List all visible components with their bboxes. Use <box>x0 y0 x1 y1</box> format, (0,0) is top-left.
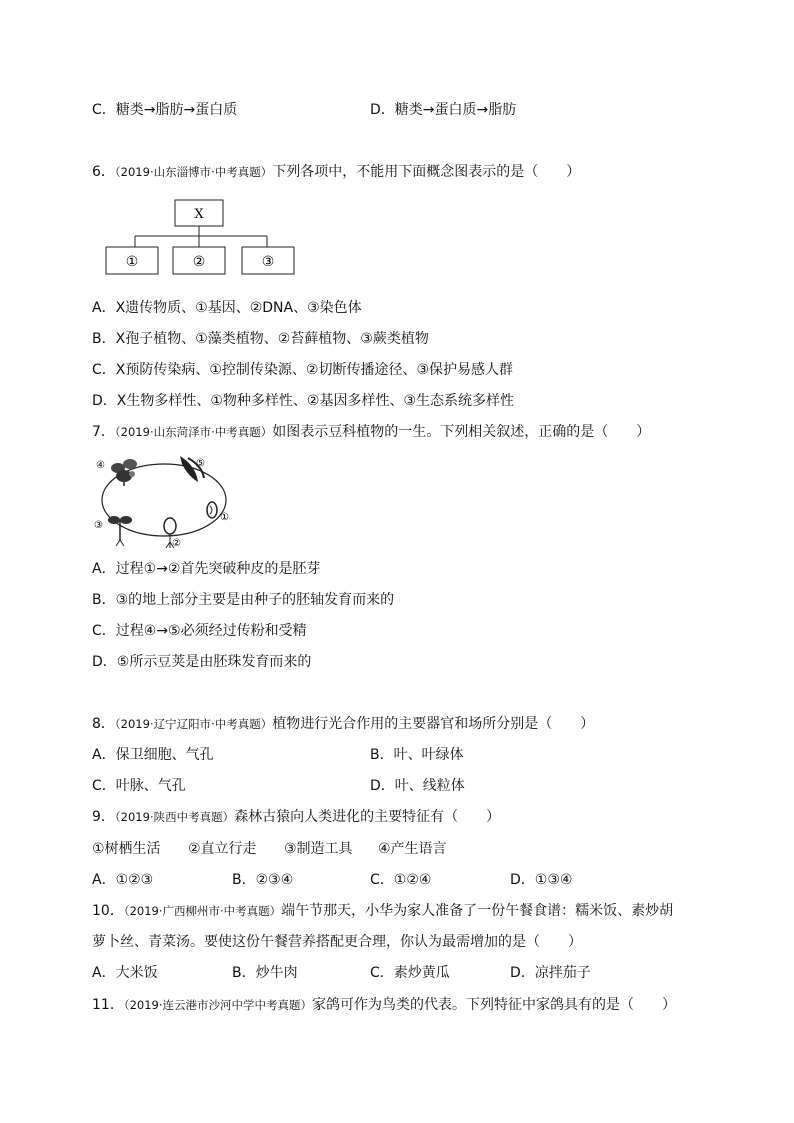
q10-option-d: D．凉拌茄子 <box>510 965 591 981</box>
q9-stem: 森林古猿向人类进化的主要特征有（ ） <box>234 809 501 825</box>
q8-option-d: D．叶、线粒体 <box>370 778 465 794</box>
stage-3-seedling <box>108 516 132 546</box>
diagram-top-label: X <box>194 207 204 222</box>
q8-option-c: C．叶脉、气孔 <box>92 778 186 794</box>
q7-option-c: C．过程④→⑤必须经过传粉和受精 <box>92 623 307 639</box>
q7-stem-line <box>92 422 650 442</box>
q7-source: （2019·山东菏泽市·中考真题） <box>114 425 273 439</box>
q9-option-a: A．①②③ <box>92 872 154 888</box>
q8-stem: 植物进行光合作用的主要器官和场所分别是（ ） <box>272 716 595 732</box>
q6-stem: 下列各项中，不能用下面概念图表示的是（ ） <box>272 164 581 180</box>
q8-option-b: B．叶、叶绿体 <box>370 747 464 763</box>
q10-source: （2019·广西柳州市·中考真题） <box>123 904 282 918</box>
q5-option-c: C．糖类→脂肪→蛋白质 <box>92 102 238 118</box>
q9-number: 9． <box>92 809 115 825</box>
q11-number: 11． <box>92 997 124 1013</box>
q9-item-2: ②直立行走 <box>188 841 257 857</box>
q6-source: （2019·山东淄博市·中考真题） <box>114 165 273 179</box>
q8-source: （2019·辽宁辽阳市·中考真题） <box>114 717 273 731</box>
q9-option-c: C．①②④ <box>370 872 432 888</box>
q8-stem-line <box>92 714 594 734</box>
stage-1-seed <box>207 502 217 518</box>
q9-option-d: D．①③④ <box>510 872 573 888</box>
q9-item-3: ③制造工具 <box>284 841 353 857</box>
q9-source: （2019·陕西中考真题） <box>114 810 235 824</box>
q7-option-d: D．⑤所示豆荚是由胚珠发育而来的 <box>92 654 312 670</box>
q6-option-b: B．X孢子植物、①藻类植物、②苔藓植物、③蕨类植物 <box>92 331 429 347</box>
q6-number: 6． <box>92 164 115 180</box>
q10-stem-1: 端午节那天，小华为家人准备了一份午餐食谱：糯米饭、素炒胡 <box>281 903 674 919</box>
q8-number: 8． <box>92 716 115 732</box>
q7-legume-life-cycle-figure <box>92 450 237 550</box>
q10-stem-line-1 <box>92 901 673 921</box>
q9-stem-line <box>92 807 500 827</box>
figure-label-5: ⑤ <box>196 458 205 469</box>
q6-stem-line <box>92 162 580 182</box>
q11-stem-line <box>92 995 676 1015</box>
q7-option-a: A．过程①→②首先突破种皮的是胚芽 <box>92 561 321 577</box>
q7-option-b: B．③的地上部分主要是由种子的胚轴发育而来的 <box>92 592 395 608</box>
q10-option-a: A．大米饭 <box>92 965 158 981</box>
q10-option-b: B．炒牛肉 <box>232 965 298 981</box>
figure-label-2: ② <box>172 538 181 549</box>
figure-label-3: ③ <box>94 520 103 531</box>
stage-4-flowering-plant <box>111 459 137 486</box>
q7-number: 7． <box>92 424 115 440</box>
q11-source: （2019·连云港市沙河中学中考真题） <box>123 998 312 1012</box>
q6-option-a: A．X遗传物质、①基因、②DNA、③染色体 <box>92 300 362 316</box>
q9-option-b: B．②③④ <box>232 872 294 888</box>
q9-item-1: ①树栖生活 <box>92 841 161 857</box>
q11-stem: 家鸽可作为鸟类的代表。下列特征中家鸽具有的是（ ） <box>312 997 676 1013</box>
q6-concept-diagram <box>100 195 300 280</box>
figure-label-4: ④ <box>96 460 105 471</box>
figure-label-1: ① <box>220 512 229 523</box>
q9-item-4: ④产生语言 <box>378 841 447 857</box>
diagram-box-3-label: ③ <box>261 254 275 270</box>
q8-option-a: A．保卫细胞、气孔 <box>92 747 214 763</box>
q5-option-d: D．糖类→蛋白质→脂肪 <box>370 102 517 118</box>
q10-number: 10． <box>92 903 124 919</box>
q10-stem-line-2: 萝卜丝、青菜汤。要使这份午餐营养搭配更合理，你认为最需增加的是（ ） <box>92 934 582 950</box>
diagram-box-1-label: ① <box>125 254 139 270</box>
q6-option-c: C．X预防传染病、①控制传染源、②切断传播途径、③保护易感人群 <box>92 362 514 378</box>
diagram-box-2-label: ② <box>192 254 206 270</box>
q10-option-c: C．素炒黄瓜 <box>370 965 450 981</box>
q7-stem: 如图表示豆科植物的一生。下列相关叙述，正确的是（ ） <box>272 424 651 440</box>
q6-option-d: D．X生物多样性、①物种多样性、②基因多样性、③生态系统多样性 <box>92 393 515 409</box>
